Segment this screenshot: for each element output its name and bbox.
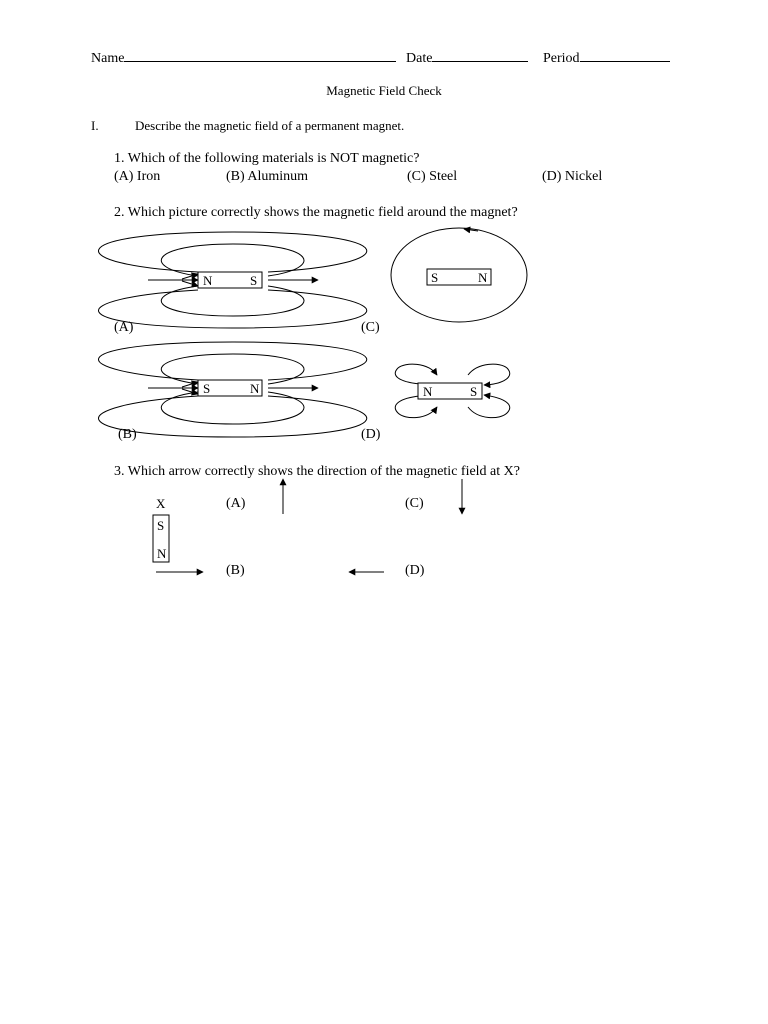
q3-pole-bottom: N [157, 546, 167, 561]
page-title: Magnetic Field Check [326, 83, 442, 98]
q1-option-b[interactable]: (B) Aluminum [226, 169, 309, 184]
q2d-pole-left: N [423, 384, 433, 399]
q2-label-a[interactable]: (A) [114, 320, 134, 335]
q3-label-b[interactable]: (B) [226, 563, 245, 578]
field-line [99, 396, 367, 437]
question-2-text: 2. Which picture correctly shows the magnetic field around the magnet? [114, 205, 518, 220]
q2b-pole-right: N [250, 381, 260, 396]
q2-diagram-b[interactable] [99, 342, 367, 437]
q3-label-a[interactable]: (A) [226, 496, 246, 511]
q2-label-c[interactable]: (C) [361, 320, 380, 335]
q2-label-b[interactable]: (B) [118, 427, 137, 442]
q1-option-c[interactable]: (C) Steel [407, 169, 458, 184]
q2a-pole-left: N [203, 273, 213, 288]
period-label: Period [543, 51, 580, 66]
field-line [99, 290, 367, 328]
q2b-pole-left: S [203, 381, 211, 396]
q2d-pole-right: S [470, 384, 478, 399]
q1-option-a[interactable]: (A) Iron [114, 169, 161, 184]
q3-pole-top: S [157, 518, 165, 533]
q2a-pole-right: S [250, 273, 258, 288]
field-line [99, 232, 367, 272]
q3-label-d[interactable]: (D) [405, 563, 425, 578]
date-label: Date [406, 51, 433, 66]
q2-diagram-c[interactable] [391, 228, 527, 322]
q1-option-d[interactable]: (D) Nickel [542, 169, 603, 184]
question-3-text: 3. Which arrow correctly shows the direction of the magnetic field at X? [114, 464, 520, 479]
field-line [395, 364, 437, 384]
q2-diagram-d[interactable] [395, 364, 510, 418]
arrow-icon [182, 281, 198, 286]
section-numeral: I. [91, 118, 99, 133]
section-instruction: Describe the magnetic field of a permanent magnet. [135, 118, 405, 133]
q2-label-d[interactable]: (D) [361, 427, 381, 442]
q3-label-c[interactable]: (C) [405, 496, 424, 511]
q2c-pole-left: S [431, 270, 439, 285]
q3-point-x: X [156, 496, 166, 511]
q2-diagram-a[interactable] [99, 232, 367, 328]
field-line [468, 364, 510, 385]
q2c-pole-right: N [478, 270, 488, 285]
question-1-text: 1. Which of the following materials is NOT magnetic? [114, 151, 420, 166]
field-line [99, 342, 367, 380]
name-label: Name [91, 51, 125, 66]
